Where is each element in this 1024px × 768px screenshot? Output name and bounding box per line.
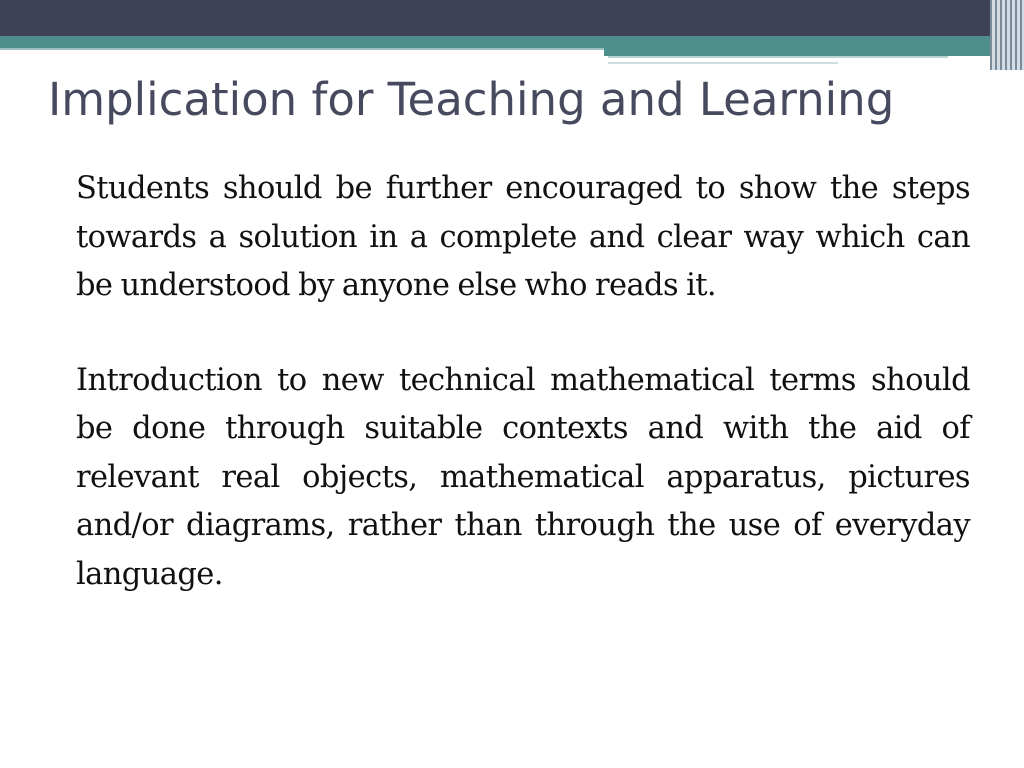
slide-body — [76, 165, 970, 645]
body-paragraph: Introduction to new technical mathematical terms should be done through suitable contexts and with the aid of relevant real objects, mathematical apparatus, pictures and/or diagrams, rather than through the use of everyday language. — [76, 362, 970, 592]
header-teal-band — [0, 36, 1024, 48]
header-teal-step — [604, 48, 1024, 56]
header-dark-band — [0, 0, 1024, 36]
header-stripes-decoration — [990, 0, 1024, 70]
header-accent-line — [0, 48, 604, 50]
header-accent-line — [608, 56, 948, 58]
body-paragraph: Students should be further encouraged to show the steps towards a solution in a complete and clear way which can be understood by anyone else who reads it. — [76, 171, 970, 303]
header-accent-line — [608, 62, 838, 64]
slide-title: Implication for Teaching and Learning — [48, 73, 895, 126]
